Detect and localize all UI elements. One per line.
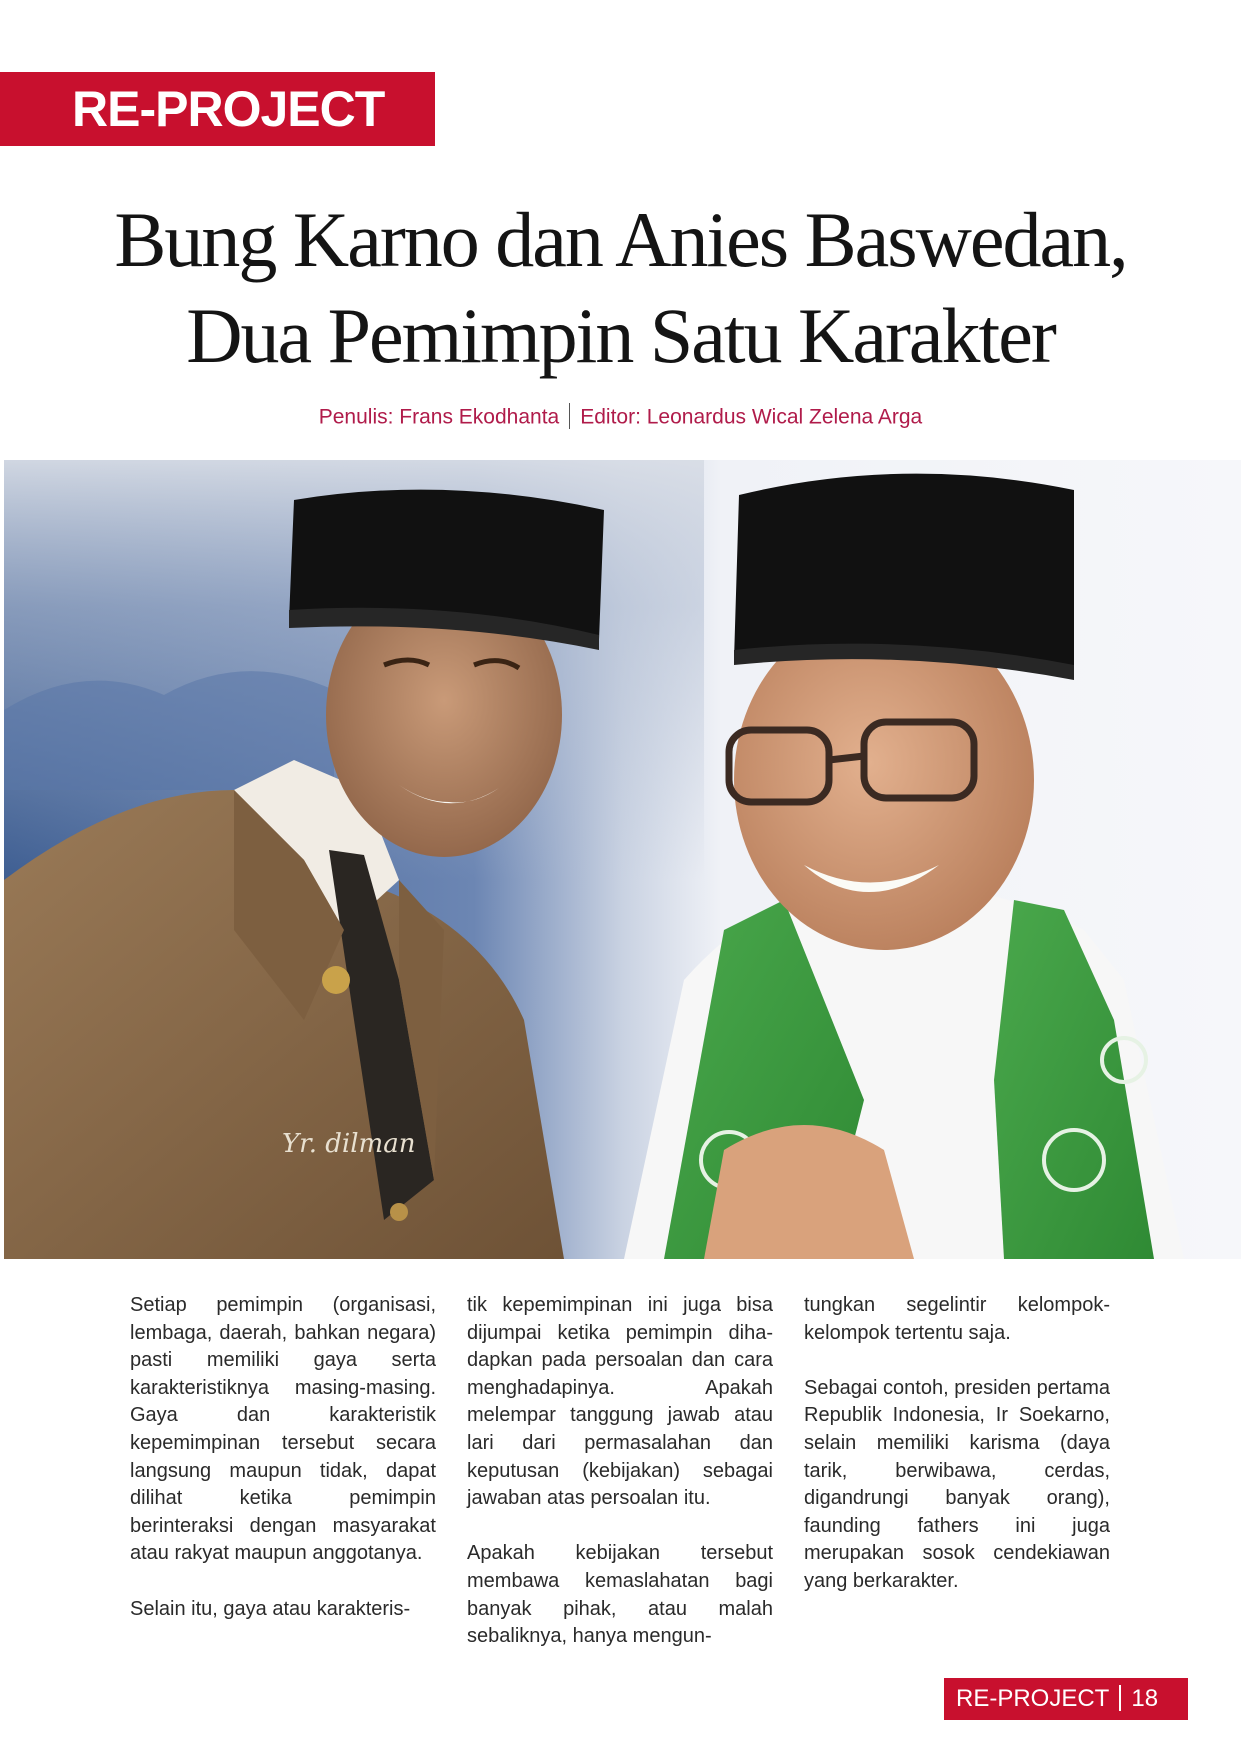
uniform-signature: Yr. dilman: [282, 1129, 416, 1159]
text-column-1: [130, 1292, 436, 1651]
collar-pin: [322, 966, 350, 994]
page-footer-tag: [944, 1678, 1188, 1720]
page-number: 18: [1131, 1685, 1159, 1712]
hero-photo: [4, 460, 1241, 1259]
author-credit: Penulis: Frans Ekodhanta: [318, 405, 560, 429]
byline-separator: [569, 403, 570, 429]
text-column-2: [467, 1292, 773, 1678]
paragraph: tungkan segelintir kelompok-kelompok tertentu saja.: [804, 1294, 1110, 1344]
footer-section-label: RE-PROJECT: [956, 1685, 1110, 1712]
text-column-3: [804, 1292, 1110, 1623]
editor-credit: Editor: Leonardus Wical Zelena Arga: [580, 405, 923, 429]
byline: [0, 405, 1241, 431]
paragraph: tik kepemimpinan ini juga bisa dijumpai ketika pemimpin diha- dapkan pada persoalan dan cara menghadapinya. Apakah melempar tanggung jawab atau lari dari permasalahan dan keputusan (kebijakan) sebagai jawaban atas persoalan itu.: [467, 1294, 773, 1510]
section-header-tag: RE-PROJECT: [0, 72, 435, 146]
paragraph: Apakah kebijakan tersebut membawa kemaslahatan bagi banyak pihak, atau malah sebaliknya, hanya mengun-: [467, 1542, 773, 1648]
paragraph: Setiap pemimpin (organisasi, lembaga, daerah, bahkan negara) pasti memiliki gaya serta karakteristiknya masing-masing. Gaya dan karakteristik kepemimpinan tersebut secara langsung maupun tidak, dapat dilihat ketika pemimpin berinteraksi dengan masyarakat atau rakyat maupun anggotanya.: [130, 1294, 436, 1565]
article-title-line-1: Bung Karno dan Anies Baswedan,: [114, 196, 1127, 283]
article-title: [60, 192, 1181, 384]
paragraph: Sebagai contoh, presiden pertama Republik Indonesia, Ir Soekarno, selain memiliki karisma (daya tarik, berwibawa, cerdas, digandrungi banyak orang), faunding fathers ini juga merupakan sosok cendekiawan yang berkarakter.: [804, 1376, 1110, 1592]
article-title-line-2: Dua Pemimpin Satu Karakter: [186, 292, 1055, 379]
footer-divider: [1119, 1685, 1121, 1711]
paragraph: Selain itu, gaya atau karakteris-: [130, 1597, 411, 1620]
uniform-button: [390, 1203, 408, 1221]
